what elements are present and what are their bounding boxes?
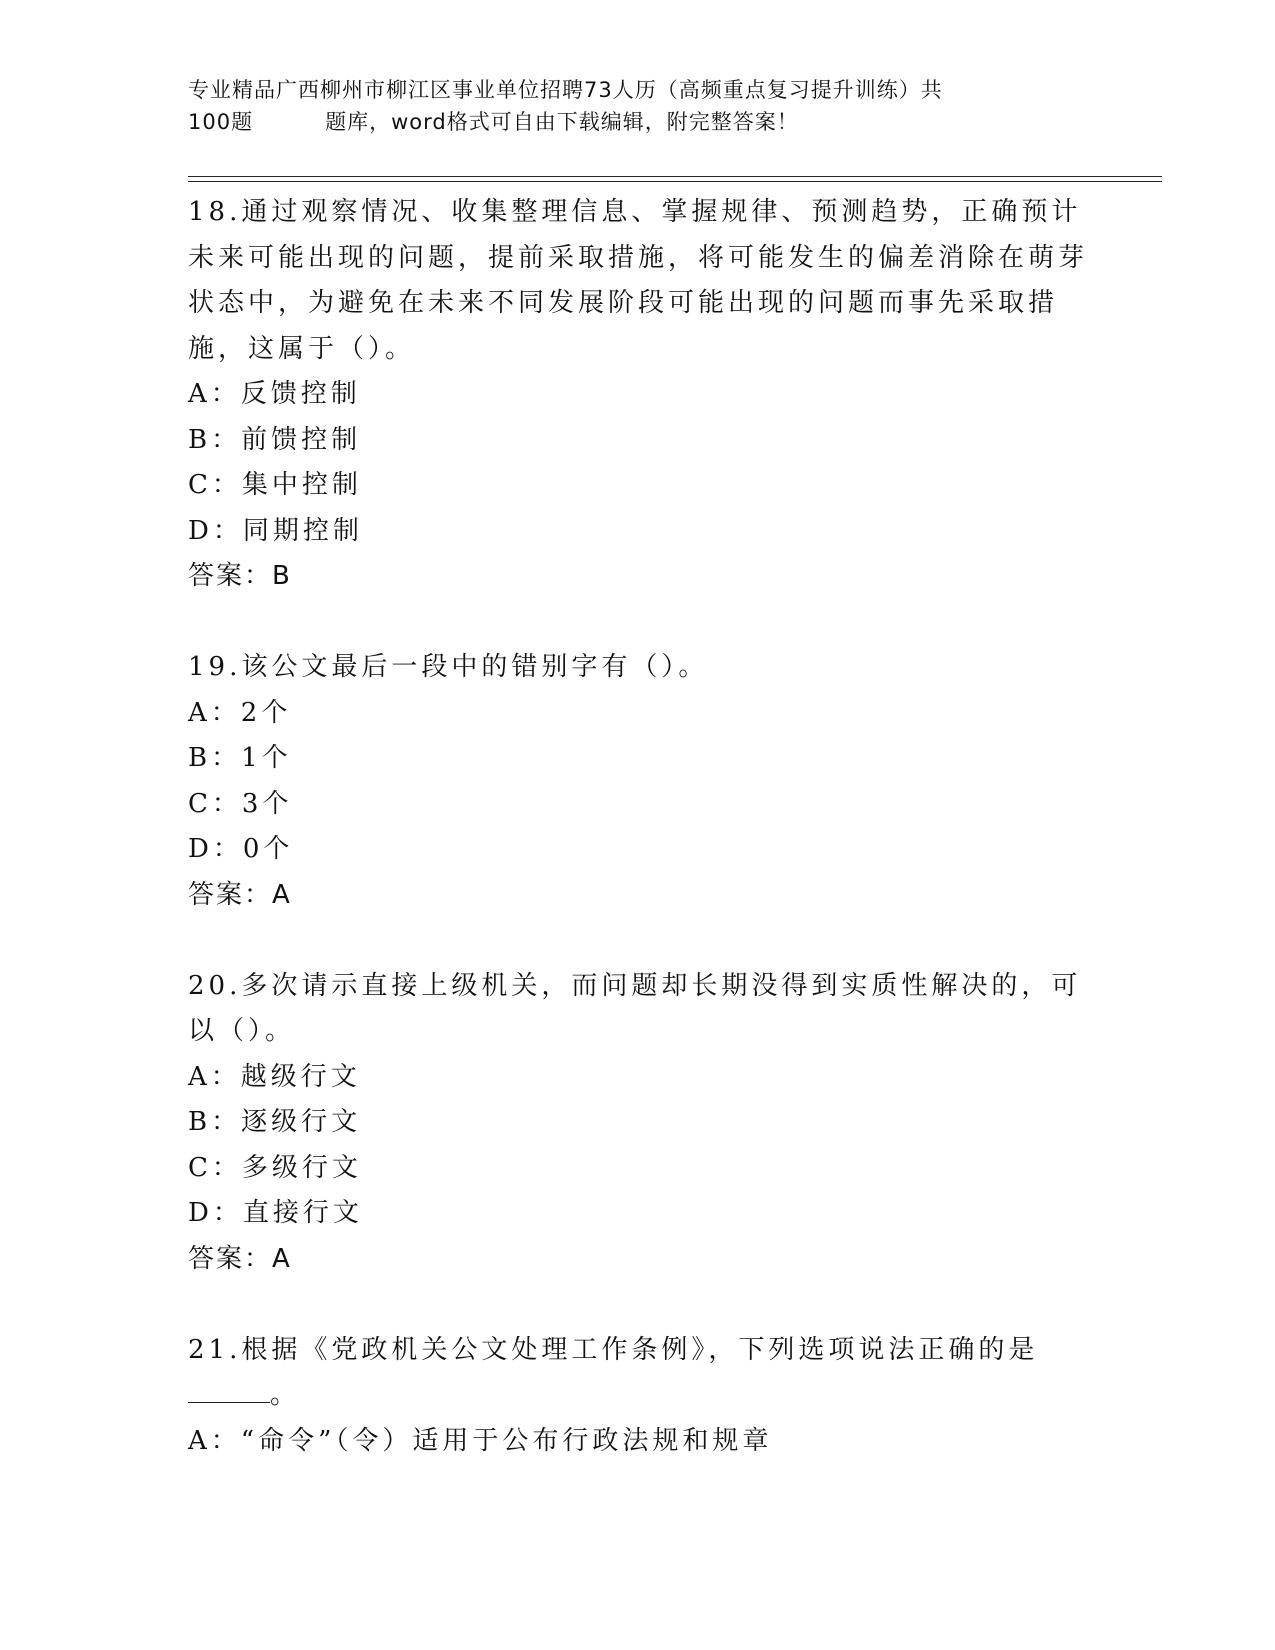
question-number: 20.: [188, 970, 242, 1001]
header-line-2: [188, 106, 1088, 138]
option-b: B：逐级行文: [188, 1107, 362, 1137]
question-19: [188, 645, 1088, 918]
option-d: D：0个: [188, 834, 294, 864]
option-a: A：反馈控制: [188, 379, 361, 409]
header-line-1: 专业精品广西柳州市柳江区事业单位招聘73人历（高频重点复习提升训练）共: [188, 78, 943, 102]
question-stem: 该公文最后一段中的错别字有（）。: [241, 652, 709, 682]
header-divider-bottom: [188, 181, 1162, 182]
fill-in-blank: [188, 1376, 270, 1403]
option-a: A：2个: [188, 697, 292, 728]
option-c: C：集中控制: [188, 470, 362, 500]
question-text: [188, 1328, 1088, 1419]
header-description: 题库，word格式可自由下载编辑，附完整答案！: [325, 110, 799, 134]
question-number: 18.: [188, 197, 242, 227]
question-number: 21.: [188, 1334, 242, 1365]
option-c: C：多级行文: [188, 1152, 362, 1183]
answer: 答案：A: [188, 879, 292, 910]
option-d: D：直接行文: [188, 1198, 363, 1228]
option-a: A：越级行文: [188, 1061, 361, 1092]
option-b: B：1个: [188, 743, 292, 773]
header-question-count: 100题: [188, 110, 254, 134]
question-21: [188, 1328, 1088, 1465]
option-a: A：“命令”（令）适用于公布行政法规和规章: [188, 1425, 773, 1456]
option-d: D：同期控制: [188, 515, 363, 546]
question-number: 19.: [188, 652, 242, 682]
option-c: C：3个: [188, 788, 293, 819]
question-20: [188, 964, 1088, 1283]
answer: 答案：A: [188, 1243, 292, 1274]
question-stem: 根据《党政机关公文处理工作条例》，下列选项说法正确的是: [241, 1334, 1039, 1365]
question-text: [188, 964, 1088, 1055]
header-divider-top: [188, 176, 1162, 177]
option-b: B：前馈控制: [188, 424, 362, 455]
question-stem-end: 。: [270, 1380, 301, 1410]
question-18: [188, 190, 1088, 600]
question-list: [188, 190, 1088, 1464]
question-stem: 多次请示直接上级机关，而问题却长期没得到实质性解决的，可以（）。: [188, 970, 1082, 1046]
document-header: [188, 74, 1088, 138]
answer: 答案：B: [188, 561, 292, 591]
question-text: [188, 190, 1088, 372]
question-stem: 通过观察情况、收集整理信息、掌握规律、预测趋势，正确预计未来可能出现的问题，提前采取措施，将可能发生的偏差消除在萌芽状态中，为避免在未来不同发展阶段可能出现的问题而事先采取措施，这属于（）。: [188, 197, 1089, 364]
question-text: [188, 645, 1088, 691]
